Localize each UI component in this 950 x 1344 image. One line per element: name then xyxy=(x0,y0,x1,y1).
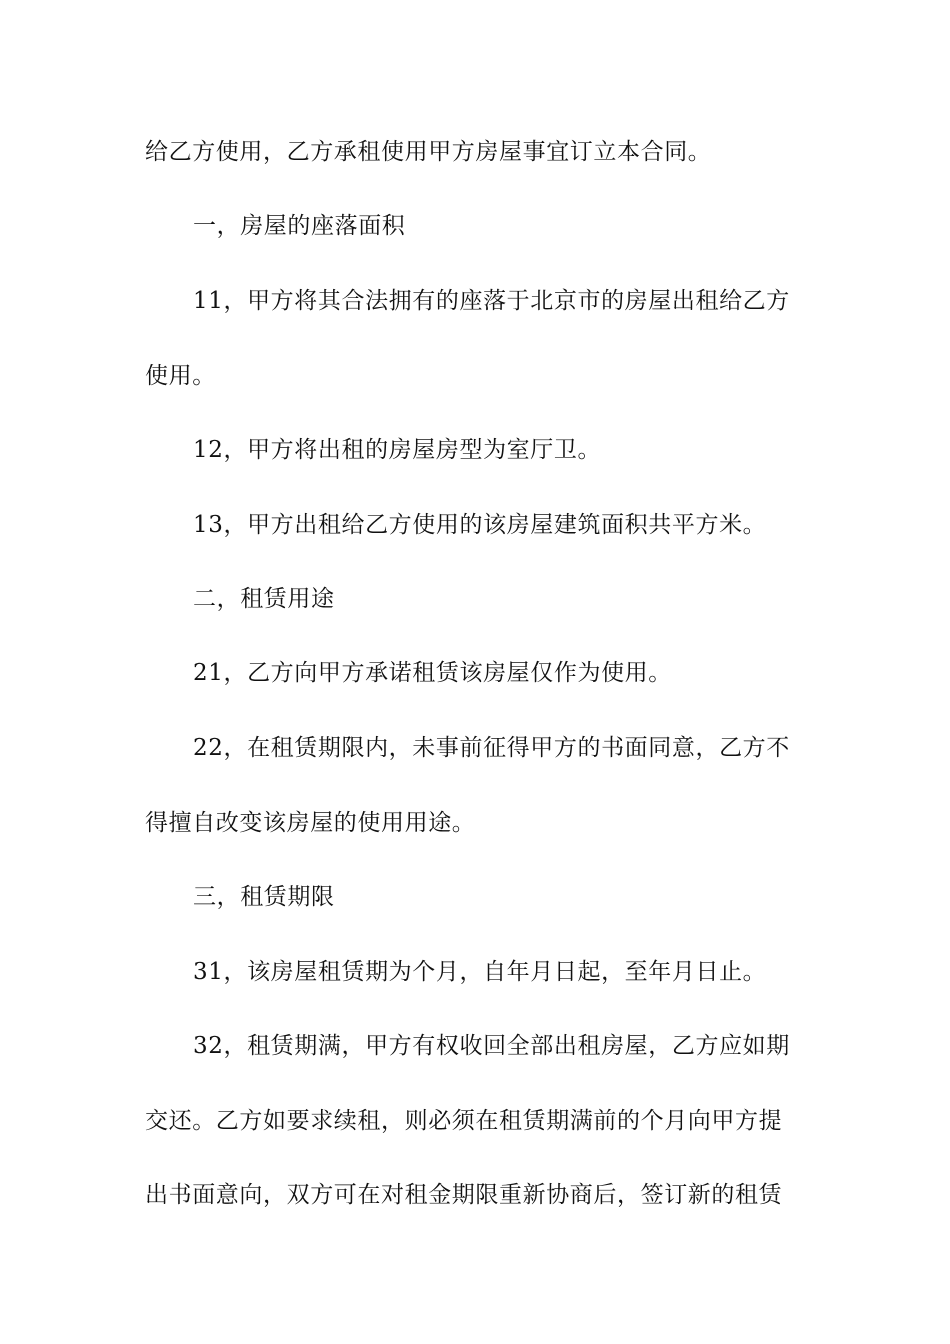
text-line: 13，甲方出租给乙方使用的该房屋建筑面积共平方米。 xyxy=(193,512,767,538)
text-line: 21，乙方向甲方承诺租赁该房屋仅作为使用。 xyxy=(193,660,672,686)
text-line: 使用。 xyxy=(145,363,216,389)
section-heading: 一，房屋的座落面积 xyxy=(193,213,406,239)
text-line: 给乙方使用，乙方承租使用甲方房屋事宜订立本合同。 xyxy=(145,139,712,165)
section-heading: 三，租赁期限 xyxy=(193,884,335,910)
text-line: 出书面意向，双方可在对租金期限重新协商后，签订新的租赁 xyxy=(145,1182,783,1208)
text-line: 32，租赁期满，甲方有权收回全部出租房屋，乙方应如期 xyxy=(193,1033,790,1059)
text-line: 11，甲方将其合法拥有的座落于北京市的房屋出租给乙方 xyxy=(193,288,790,314)
section-heading: 二，租赁用途 xyxy=(193,586,335,612)
text-line: 31，该房屋租赁期为个月，自年月日起，至年月日止。 xyxy=(193,959,767,985)
text-line: 12，甲方将出租的房屋房型为室厅卫。 xyxy=(193,437,602,463)
text-line: 22，在租赁期限内，未事前征得甲方的书面同意，乙方不 xyxy=(193,735,790,761)
text-line: 交还。乙方如要求续租，则必须在租赁期满前的个月向甲方提 xyxy=(145,1108,783,1134)
text-line: 得擅自改变该房屋的使用用途。 xyxy=(145,810,476,836)
